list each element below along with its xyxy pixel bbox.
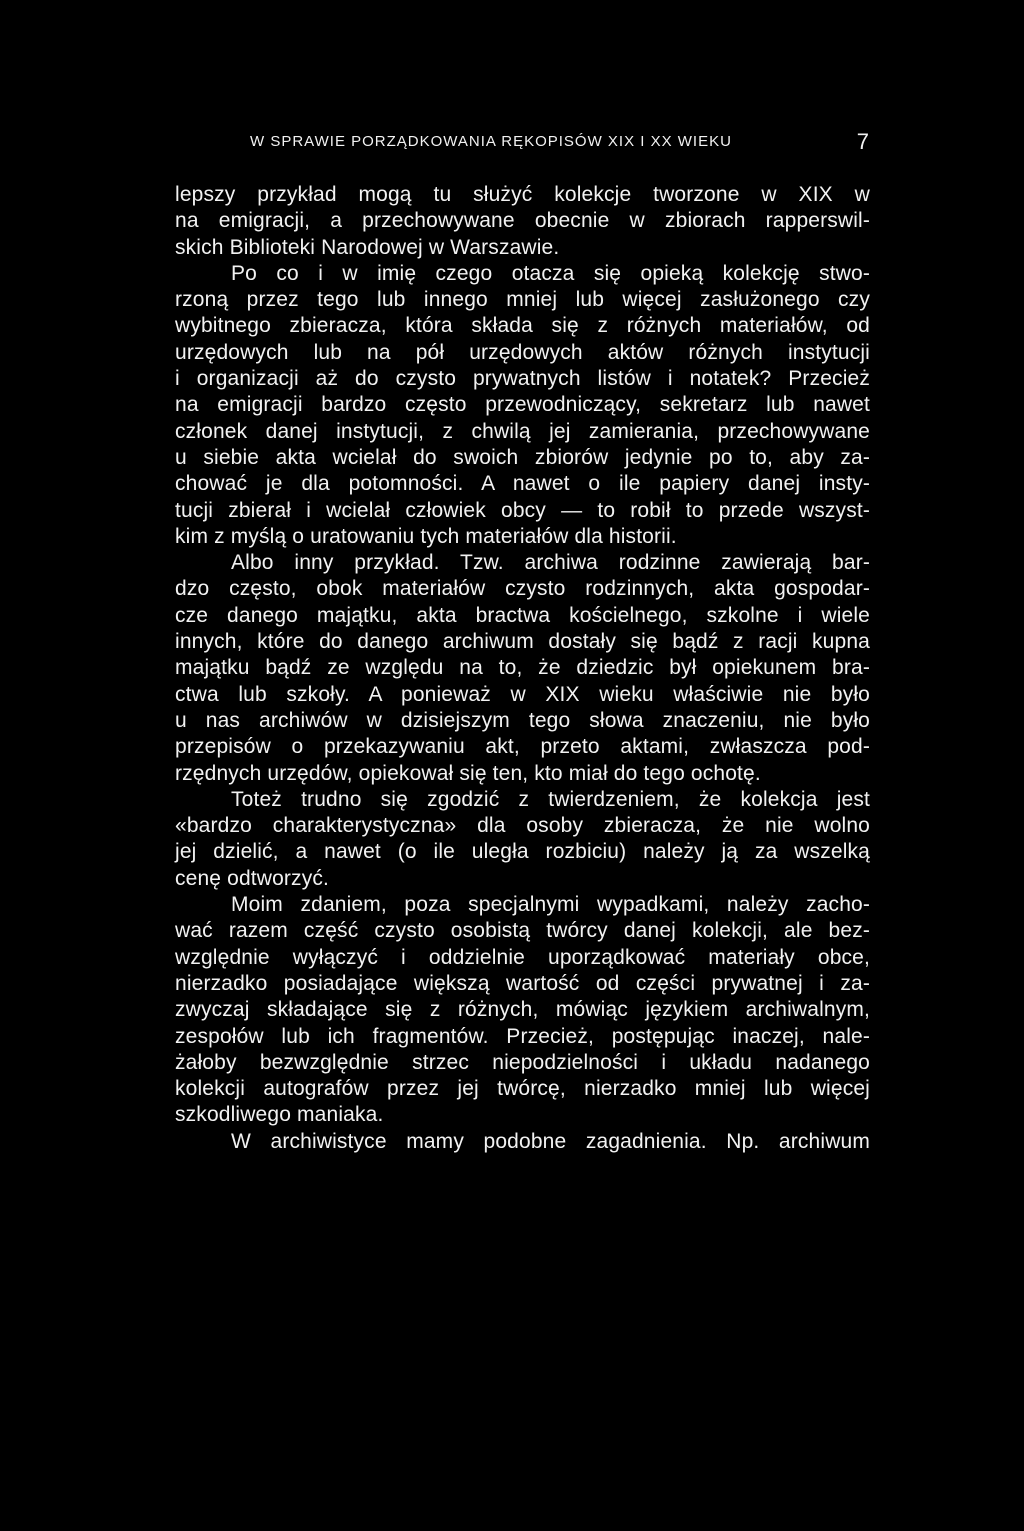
text-line: tucji zbierał i wcielał człowiek obcy — to robił to przede wszyst- [175, 498, 870, 522]
text-line: Albo inny przykład. Tzw. archiwa rodzinne zawierają bar- [231, 551, 870, 575]
text-line: przepisów o przekazywaniu akt, przeto aktami, zwłaszcza pod- [175, 735, 870, 759]
text-line: chować je dla potomności. A nawet o ile papiery danej insty- [175, 472, 870, 496]
text-line: u nas archiwów w dzisiejszym tego słowa znaczeniu, nie było [175, 708, 870, 732]
text-line: kolekcji autografów przez jej twórcę, nierzadko mniej lub więcej [175, 1077, 870, 1101]
text-line: na emigracji, a przechowywane obecnie w zbiorach rapperswil- [175, 209, 870, 233]
running-head [175, 126, 870, 158]
text-line: «bardzo charakterystyczna» dla osoby zbieracza, że nie wolno [175, 814, 870, 838]
text-line: cenę odtworzyć. [175, 866, 329, 890]
text-line: żałoby bezwzględnie strzec niepodzielności i układu nadanego [175, 1050, 870, 1074]
text-line: skich Biblioteki Narodowej w Warszawie. [175, 235, 560, 259]
text-line: dzo często, obok materiałów czysto rodzinnych, akta gospodar- [175, 577, 870, 601]
text-line: wać razem część czysto osobistą twórcy danej kolekcji, ale bez- [175, 919, 870, 943]
book-page [175, 126, 870, 1155]
text-line: lepszy przykład mogą tu służyć kolekcje tworzone w XIX w [175, 183, 870, 206]
text-line: kim z myślą o uratowaniu tych materiałów dla historii. [175, 524, 677, 548]
text-line: rzoną przez tego lub innego mniej lub więcej zasłużonego czy [175, 288, 870, 312]
text-line: innych, które do danego archiwum dostały się bądź z racji kupna [175, 630, 870, 654]
body-text [175, 182, 870, 1155]
text-line: wybitnego zbieracza, która składa się z różnych materiałów, od [175, 314, 870, 338]
text-line: u siebie akta wcielał do swoich zbiorów jedynie po to, aby za- [175, 445, 870, 469]
running-title: W SPRAWIE PORZĄDKOWANIA RĘKOPISÓW XIX I XX WIEKU [250, 133, 732, 150]
text-line: jej dzielić, a nawet (o ile uległa rozbiciu) należy ją za wszelką [175, 840, 870, 864]
text-line: cze danego majątku, akta bractwa kościelnego, szkolne i wiele [175, 603, 870, 627]
text-line: zwyczaj składające się z różnych, mówiąc językiem archiwalnym, [175, 998, 870, 1022]
text-line: szkodliwego maniaka. [175, 1103, 384, 1127]
text-line: Po co i w imię czego otacza się opieką kolekcję stwo- [231, 261, 870, 285]
text-line: nierzadko posiadające większą wartość od części prywatnej i za- [175, 971, 870, 995]
text-line: na emigracji bardzo często przewodniczący, sekretarz lub nawet [175, 393, 870, 417]
text-line: W archiwistyce mamy podobne zagadnienia. Np. archiwum [231, 1129, 870, 1153]
text-line: względnie wyłączyć i oddzielnie uporządkować materiały obce, [175, 945, 870, 969]
text-line: Toteż trudno się zgodzić z twierdzeniem, że kolekcja jest [231, 787, 870, 811]
text-line: urzędowych lub na pół urzędowych aktów różnych instytucji [175, 340, 870, 364]
text-line: majątku bądź ze względu na to, że dziedzic był opiekunem bra- [175, 656, 870, 680]
text-line: i organizacji aż do czysto prywatnych listów i notatek? Przecież [175, 367, 870, 391]
text-line: rzędnych urzędów, opiekował się ten, kto miał do tego ochotę. [175, 761, 761, 785]
text-line: zespołów lub ich fragmentów. Przecież, postępując inaczej, nale- [175, 1024, 870, 1048]
text-line: ctwa lub szkoły. A ponieważ w XIX wieku właściwie nie było [175, 682, 870, 706]
text-line: członek danej instytucji, z chwilą jej zamierania, przechowywane [175, 419, 870, 443]
page-number: 7 [856, 129, 870, 154]
text-line: Moim zdaniem, poza specjalnymi wypadkami, należy zacho- [231, 893, 870, 917]
